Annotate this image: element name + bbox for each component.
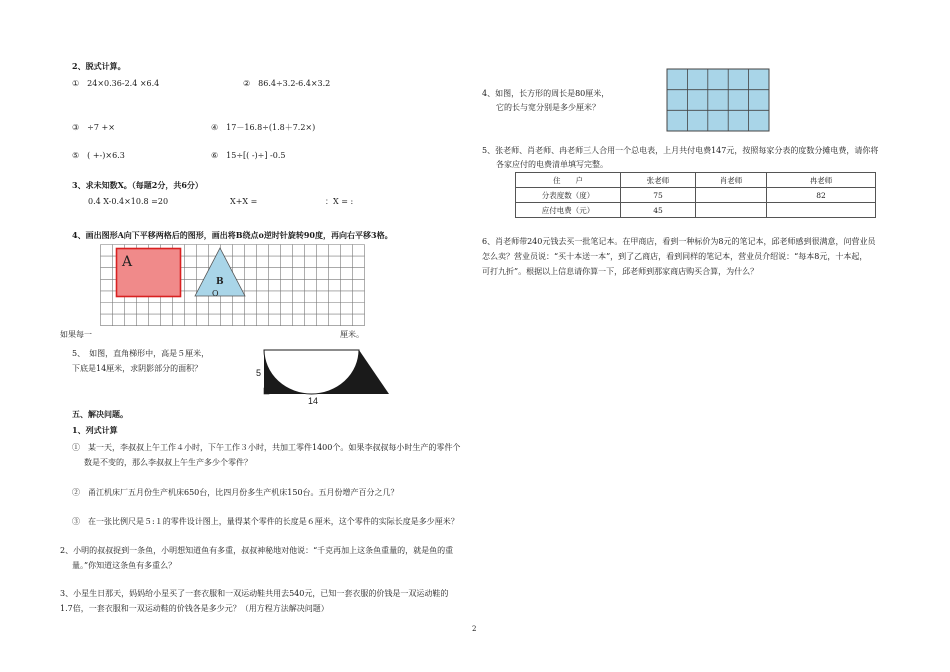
question-2-line-1: 2、小明的叔叔捉到一条鱼，小明想知道鱼有多重，叔叔神秘地对他说：“千克再加上这条鱼重量的，就是鱼的重 bbox=[60, 546, 454, 555]
grid-note-left: 如果每一 bbox=[60, 330, 92, 339]
question-3-line-2: 1.7倍，一套衣服和一双运动鞋的价钱各是多少元？（用方程方法解决问题） bbox=[60, 604, 329, 613]
right-q5-line-2: 各家应付的电费清单填写完整。 bbox=[496, 160, 608, 169]
q5-line-2: 下底是14厘米，求阴影部分的面积？ bbox=[72, 364, 203, 373]
page-number: 2 bbox=[472, 625, 477, 633]
problem-2: ② 甬江机床厂五月份生产机床650台，比四月份多生产机床150台。五月份增产百分之几？ bbox=[72, 488, 399, 497]
calc-1: ① 24×0.36-2.4 ×6.4 bbox=[72, 79, 160, 88]
table-cell: 分表度数（度） bbox=[516, 188, 621, 203]
question-3-line-1: 3、小星生日那天，妈妈给小星买了一套衣服和一双运动鞋共用去540元，已知一套衣服的价钱是一双运动鞋的 bbox=[60, 589, 449, 598]
table-cell[interactable] bbox=[696, 203, 767, 218]
trapezoid-figure bbox=[254, 344, 394, 406]
calc-4: ④ 17－16.8÷(1.8＋7.2×) bbox=[211, 123, 316, 132]
table-row bbox=[516, 188, 876, 203]
table-cell: 82 bbox=[767, 188, 876, 203]
table-header-row bbox=[516, 173, 876, 188]
problem-1-line-2: 数是不变的，那么李叔叔上午生产多少个零件？ bbox=[84, 458, 252, 467]
table-header: 肖老师 bbox=[696, 173, 767, 188]
calc-5: ⑤ ( +-)×6.3 bbox=[72, 151, 125, 160]
equation-2: X+X = bbox=[230, 197, 258, 206]
right-q5-line-1: 5、张老师、肖老师、冉老师三人合用一个总电表，上月共付电费147元，按照每家分表的度数分摊电费，请你将 bbox=[482, 146, 879, 155]
problem-3: ③ 在一张比例尺是５:１的零件设计图上，量得某个零件的长度是６厘米，这个零件的实际长度是多少厘米？ bbox=[72, 517, 459, 526]
table-row bbox=[516, 203, 876, 218]
table-cell: 应付电费（元） bbox=[516, 203, 621, 218]
table-cell[interactable] bbox=[767, 203, 876, 218]
label-a: A bbox=[122, 254, 133, 270]
grid-note-right: 厘米。 bbox=[340, 330, 364, 339]
calc-3: ③ ÷7 +× bbox=[72, 123, 115, 132]
section-2-title: 2、脱式计算。 bbox=[72, 61, 126, 71]
question-2-line-2: 量。”你知道这条鱼有多重么？ bbox=[72, 561, 177, 570]
section-5-title: 五、解决问题。 bbox=[72, 409, 128, 419]
label-o: O bbox=[212, 289, 219, 298]
label-b: B bbox=[216, 277, 224, 287]
trapezoid-base-label: 14 bbox=[308, 396, 319, 406]
section-4-title: 4、画出图形A向下平移两格后的图形，画出将B绕点o逆时针旋转90度，再向右平移3格。 bbox=[72, 230, 393, 240]
trapezoid-height-label: 5 bbox=[256, 368, 262, 378]
equation-1: 0.4 X-0.4×10.8 =20 bbox=[88, 197, 169, 206]
translation-grid bbox=[100, 244, 365, 327]
rectangle-figure bbox=[666, 68, 770, 132]
right-q6-line-3: 可打九折”。根据以上信息请你算一下，邱老师到那家商店购买合算，为什么？ bbox=[482, 267, 759, 276]
subsection-1-title: 1、列式计算 bbox=[72, 425, 118, 435]
table-header: 张老师 bbox=[621, 173, 696, 188]
table-header: 冉老师 bbox=[767, 173, 876, 188]
equation-3: ：X = : bbox=[325, 197, 354, 206]
table-header: 住 户 bbox=[516, 173, 621, 188]
right-q4-line-2: 它的长与宽分别是多少厘米？ bbox=[496, 103, 600, 112]
right-q6-line-1: 6、肖老师带240元钱去买一批笔记本。在甲商店，看到一种标价为8元的笔记本，邱老师感到很满意，问营业员 bbox=[482, 237, 876, 246]
right-q4-line-1: 4、如图，长方形的周长是80厘米， bbox=[482, 89, 610, 98]
calc-2: ② 86.4÷3.2-6.4×3.2 bbox=[243, 79, 331, 88]
table-cell: 75 bbox=[621, 188, 696, 203]
electricity-table bbox=[515, 172, 876, 218]
shape-b bbox=[195, 248, 245, 296]
section-3-title: 3、求未知数X。（每题2分，共6分） bbox=[72, 180, 203, 190]
q5-line-1: 5、 如图，直角梯形中，高是５厘米， bbox=[72, 349, 210, 358]
calc-6: ⑥ 15÷[( -)÷] -0.5 bbox=[211, 151, 286, 160]
table-cell: 45 bbox=[621, 203, 696, 218]
table-cell[interactable] bbox=[696, 188, 767, 203]
problem-1-line-1: ① 某一天，李叔叔上午工作４小时，下午工作３小时，共加工零件1400个。如果李叔叔每小时生产的零件个 bbox=[72, 443, 461, 452]
right-q6-line-2: 怎么卖？营业员说：“买十本送一本”，到了乙商店，看到同样的笔记本，营业员介绍说：“每本8元，十本起， bbox=[482, 252, 868, 261]
